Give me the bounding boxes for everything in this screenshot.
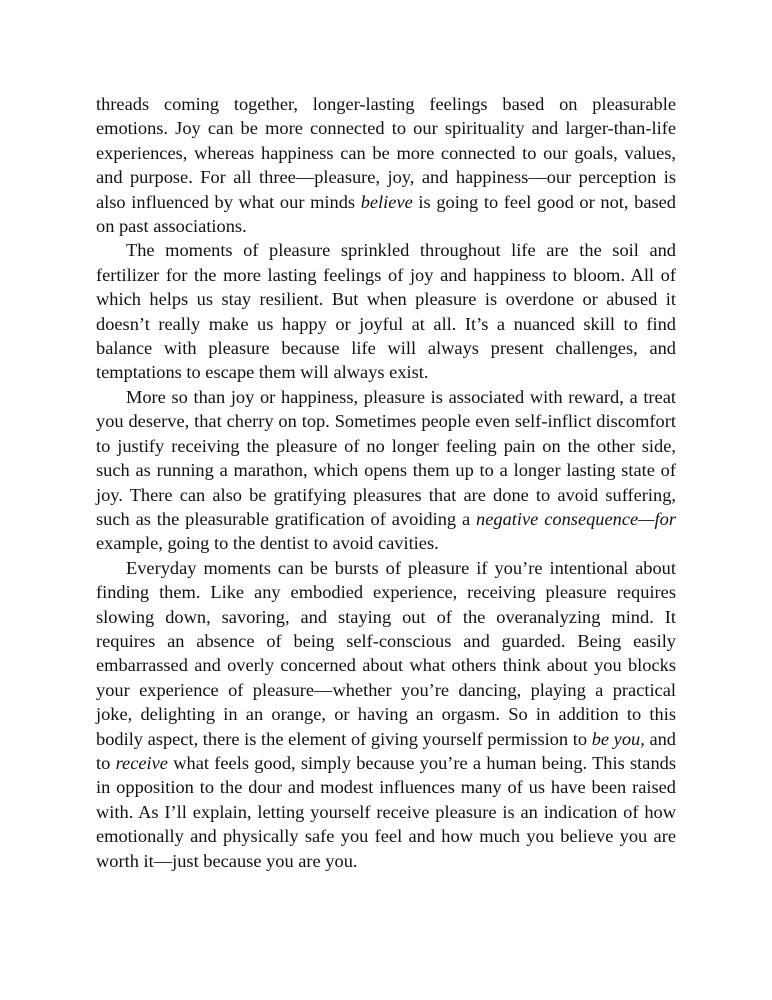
text-run: is going to feel good or not, based on past associations.	[96, 191, 676, 237]
text-run: what feels good, simply because you’re a human being. This stands in opposition to the dour and modest influences many of us have been raised with. As I’ll explain, letting yourself receive pleasure is an indication of how emotionally and physically safe you feel and how much you believe you are worth it—just because you are you.	[96, 752, 676, 871]
paragraph-1	[96, 92, 676, 238]
italic-run: negative consequence—for	[476, 508, 676, 529]
italic-run: receive	[115, 752, 168, 773]
book-page-body	[96, 92, 676, 873]
text-run: More so than joy or happiness, pleasure is associated with reward, a treat you deserve, that cherry on top. Sometimes people even self-inflict discomfort to justify receiving the pleasure of no longer feeling pain on the other side, such as running a marathon, which opens them up to a longer lasting state of joy. There can also be gratifying pleasures that are done to avoid suffering, such as the pleasurable gratification of avoiding a	[96, 386, 676, 529]
italic-run: be you,	[591, 728, 645, 749]
paragraph-2	[96, 238, 676, 384]
text-run: The moments of pleasure sprinkled throughout life are the soil and fertilizer for the more lasting feelings of joy and happiness to bloom. All of which helps us stay resilient. But when pleasure is overdone or abused it doesn’t really make us happy or joyful at all. It’s a nuanced skill to find balance with pleasure because life will always present challenges, and temptations to escape them will always exist.	[96, 240, 676, 383]
paragraph-4	[96, 556, 676, 873]
paragraph-3	[96, 385, 676, 556]
text-run: example, going to the dentist to avoid cavities.	[96, 533, 439, 554]
italic-run: believe	[360, 191, 413, 212]
text-run: and to	[96, 728, 677, 773]
text-run: Everyday moments can be bursts of pleasure if you’re intentional about finding them. Like any embodied experience, receiving pleasure requires slowing down, savoring, and staying out of the overanalyzing mind. It requires an absence of being self-conscious and guarded. Being easily embarrassed and overly concerned about what others think about you blocks your experience of pleasure—whether you’re dancing, playing a practical joke, delighting in an orange, or having an orgasm. So in addition to this bodily aspect, there is the element of giving yourself permission to	[96, 557, 676, 749]
text-run: threads coming together, longer-lasting feelings based on pleasurable emotions. Joy can be more connected to our spirituality and larger-than-life experiences, whereas happiness can be more connected to our goals, values, and purpose. For all three—pleasure, joy, and happiness—our perception is also influenced by what our minds	[96, 94, 676, 212]
